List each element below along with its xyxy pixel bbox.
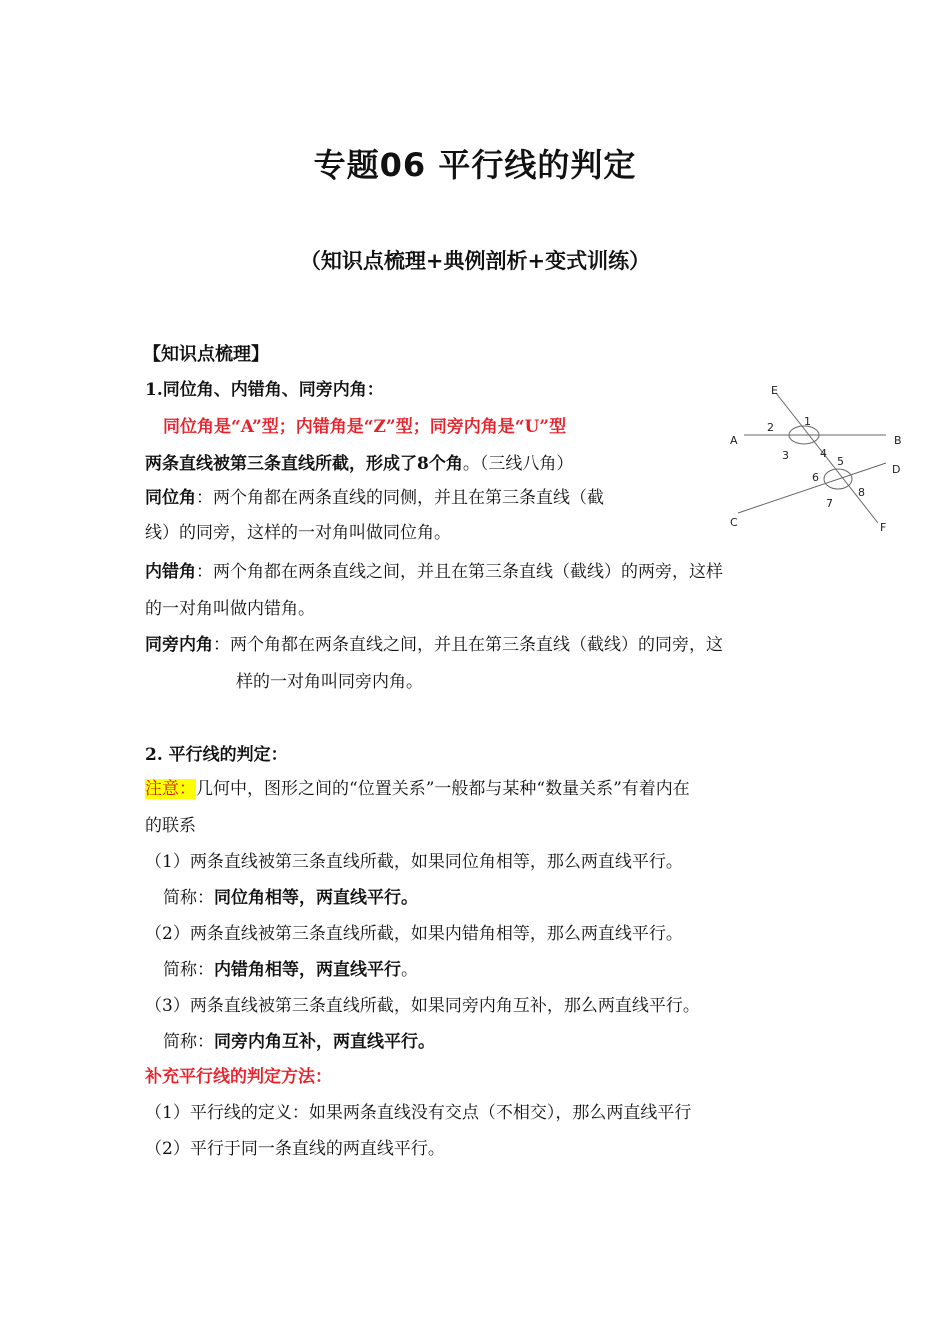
point-f-label: F bbox=[880, 521, 887, 533]
rule-1-statement: （1）两条直线被第三条直线所截，如果同位角相等，那么两直线平行。 bbox=[145, 852, 683, 872]
point-c-label: C bbox=[730, 516, 738, 529]
page-title: 专题06 平行线的判定 bbox=[313, 146, 637, 184]
alternate-def-line2: 的一对角叫做内错角。 bbox=[145, 599, 315, 619]
angle-6-label: 6 bbox=[812, 471, 819, 484]
corresponding-def-line2: 线）的同旁，这样的一对角叫做同位角。 bbox=[145, 523, 451, 543]
rule-3-short: 简称：同旁内角互补，两直线平行。 bbox=[163, 1032, 435, 1052]
point-b-label: B bbox=[894, 434, 902, 447]
rule-1-short: 简称：同位角相等，两直线平行。 bbox=[163, 888, 418, 908]
interior-def-line2: 样的一对角叫同旁内角。 bbox=[236, 672, 423, 692]
interior-def-line1: 同旁内角：两个角都在两条直线之间，并且在第三条直线（截线）的同旁，这 bbox=[145, 635, 723, 655]
rule-2-statement: （2）两条直线被第三条直线所截，如果内错角相等，那么两直线平行。 bbox=[145, 924, 683, 944]
interior-term: 同旁内角 bbox=[145, 635, 213, 655]
angle-shapes-rule: 同位角是“A”型；内错角是“Z”型；同旁内角是“U”型 bbox=[163, 417, 567, 437]
angle-3-label: 3 bbox=[782, 449, 789, 462]
angle-8-label: 8 bbox=[858, 486, 865, 499]
point-e-label: E bbox=[771, 384, 778, 397]
note-line1: 注意：几何中，图形之间的“位置关系”一般都与某种“数量关系”有着内在 bbox=[145, 779, 690, 799]
angle-4-label: 4 bbox=[820, 447, 827, 460]
note-line2: 的联系 bbox=[145, 816, 196, 836]
angle-2-label: 2 bbox=[767, 421, 774, 434]
page-subtitle: （知识点梳理+典例剖析+变式训练） bbox=[299, 248, 651, 273]
angle-1-label: 1 bbox=[804, 415, 811, 428]
corresponding-term: 同位角 bbox=[145, 488, 196, 508]
supplement-heading: 补充平行线的判定方法： bbox=[145, 1067, 332, 1087]
angle-7-label: 7 bbox=[826, 497, 833, 510]
rule-2-short: 简称：内错角相等，两直线平行。 bbox=[163, 960, 418, 980]
supplement-item-1: （1）平行线的定义：如果两条直线没有交点（不相交），那么两直线平行 bbox=[145, 1103, 692, 1123]
note-label: 注意： bbox=[145, 779, 196, 799]
point-a-label: A bbox=[730, 434, 738, 447]
point-d-label: D bbox=[892, 463, 901, 476]
part2-heading: 2. 平行线的判定： bbox=[145, 745, 288, 765]
transversal-diagram bbox=[720, 383, 910, 533]
part1-heading: 1.同位角、内错角、同旁内角： bbox=[145, 380, 384, 400]
rule-3-statement: （3）两条直线被第三条直线所截，如果同旁内角互补，那么两直线平行。 bbox=[145, 996, 700, 1016]
corresponding-def-line1: 同位角：两个角都在两条直线的同侧，并且在第三条直线（截 bbox=[145, 488, 604, 508]
alternate-def-line1: 内错角：两个角都在两条直线之间，并且在第三条直线（截线）的两旁，这样 bbox=[145, 562, 723, 582]
section-heading: 【知识点梳理】 bbox=[143, 344, 269, 365]
three-lines-intro: 两条直线被第三条直线所截，形成了8个角。（三线八角） bbox=[145, 454, 574, 474]
angle-5-label: 5 bbox=[837, 455, 844, 468]
alternate-term: 内错角 bbox=[145, 562, 196, 582]
supplement-item-2: （2）平行于同一条直线的两直线平行。 bbox=[145, 1139, 445, 1159]
